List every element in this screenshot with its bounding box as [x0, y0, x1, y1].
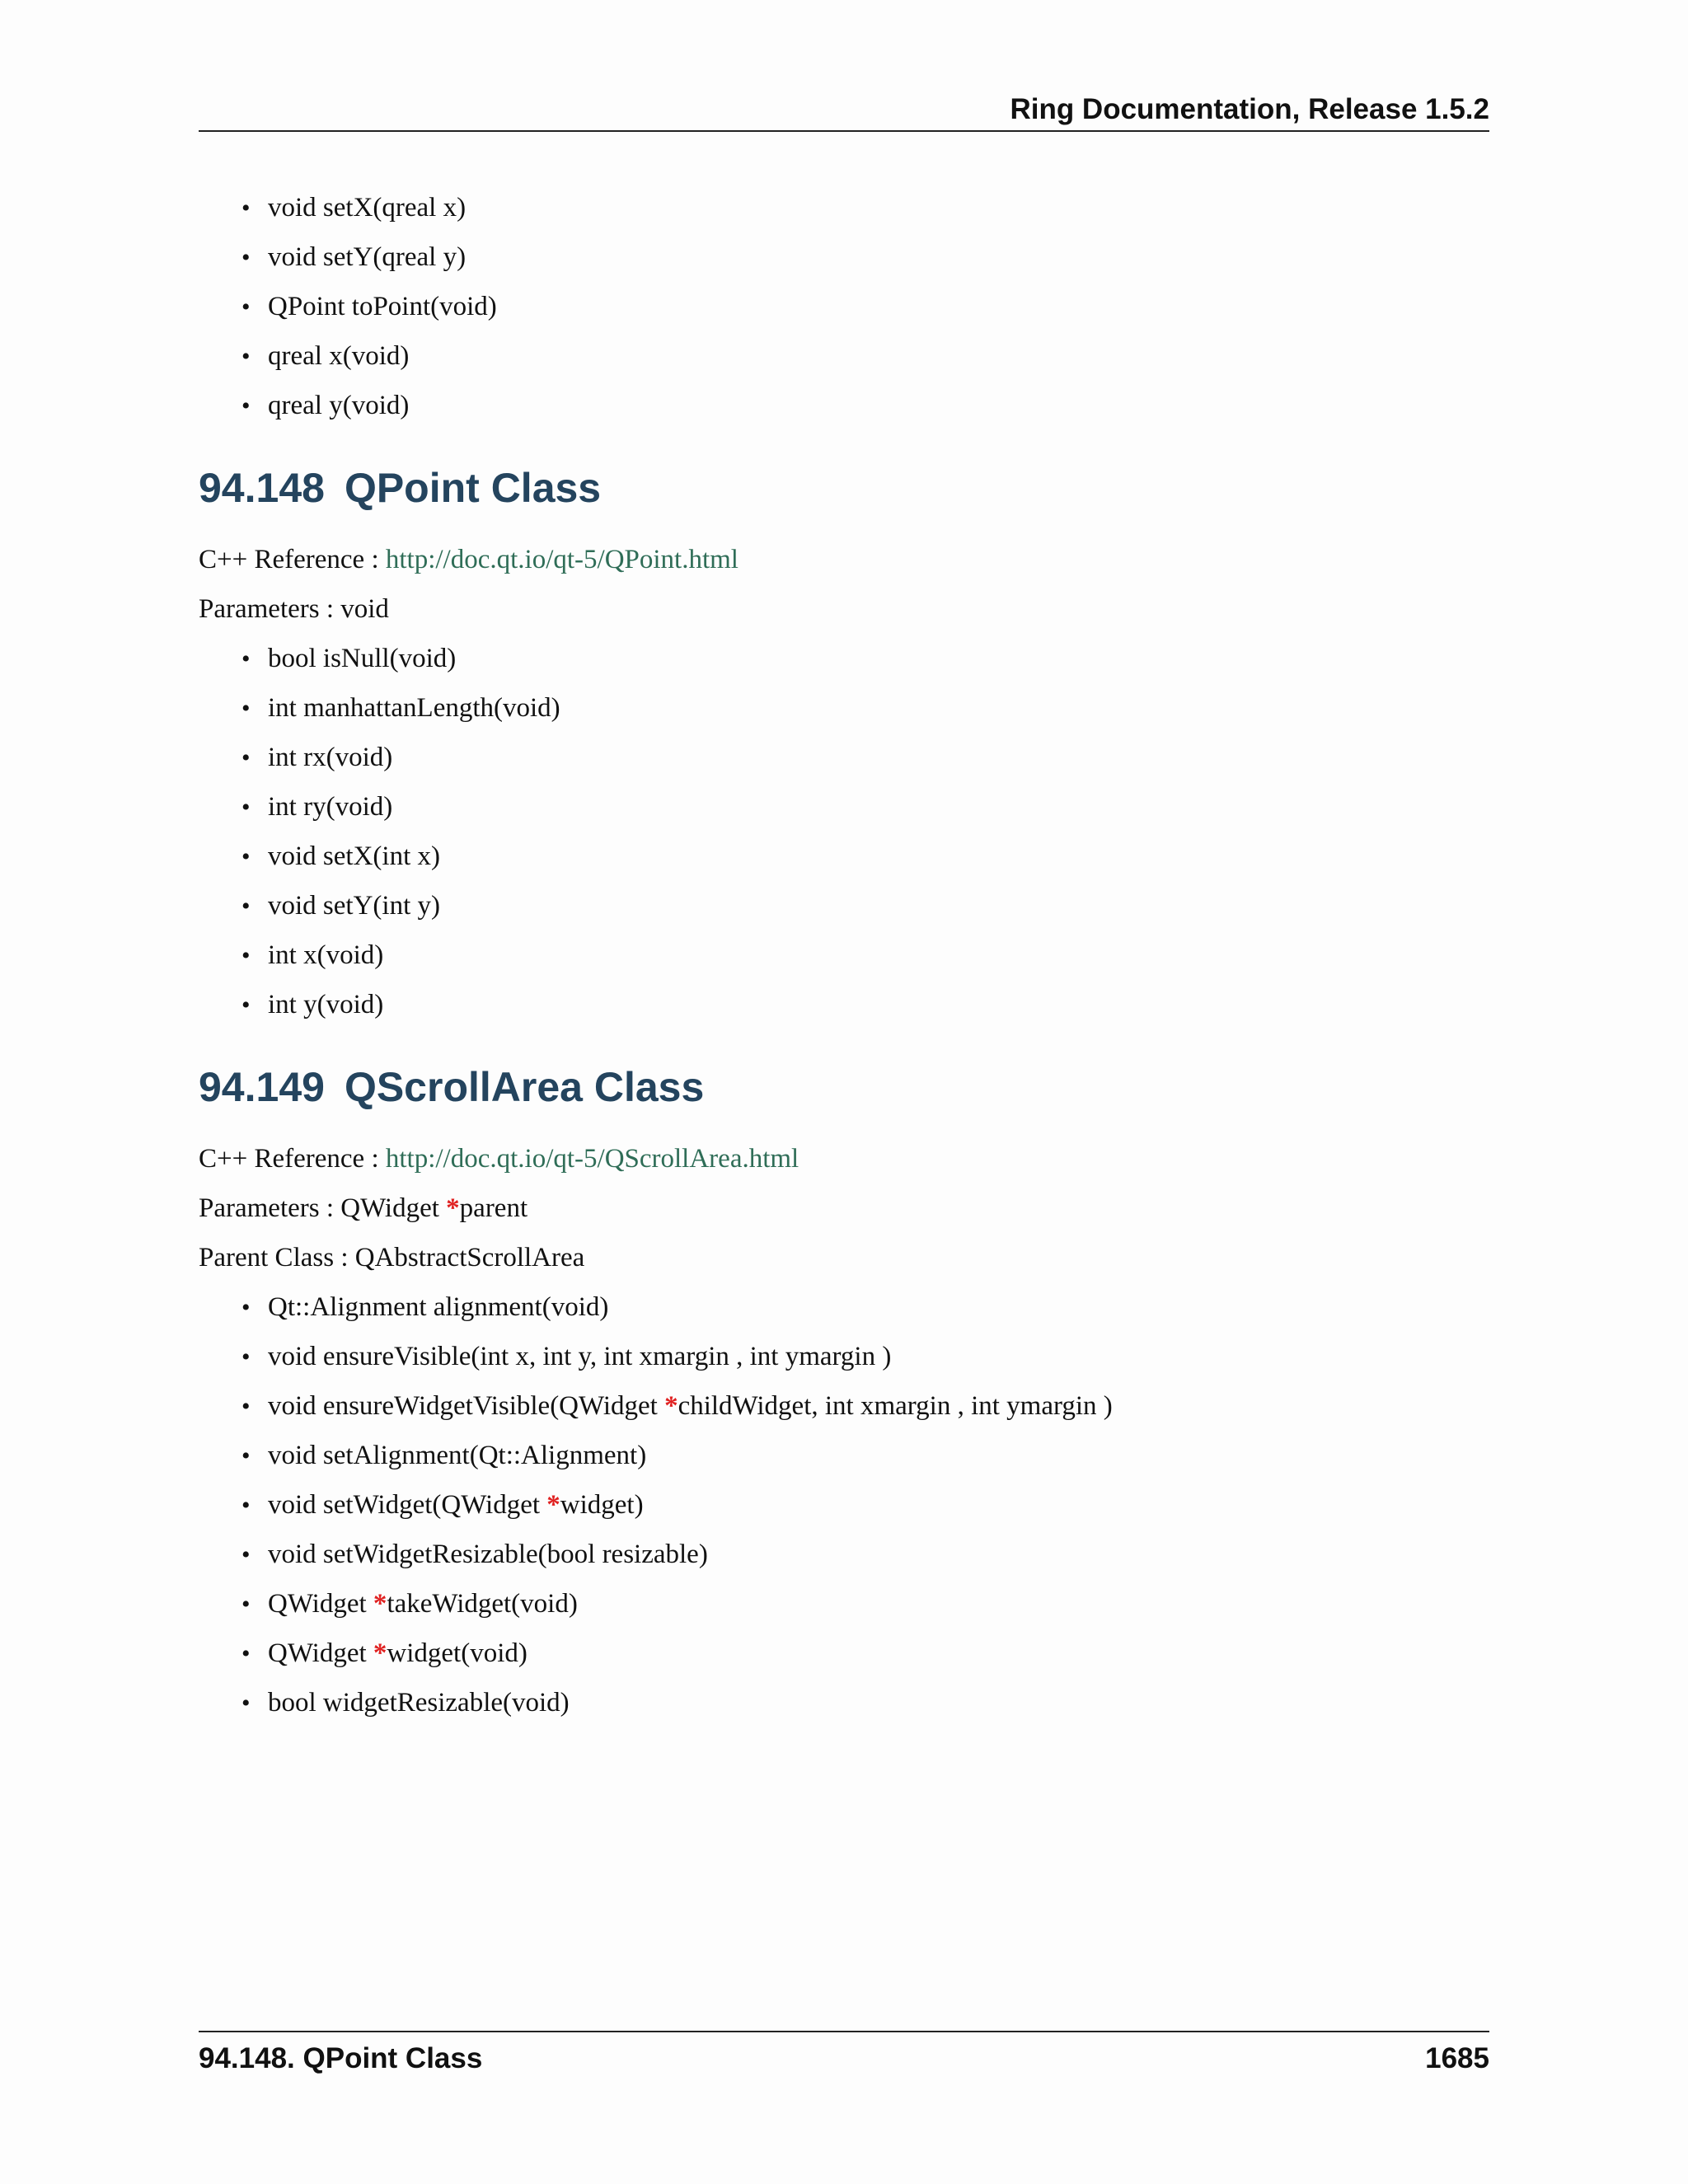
parameters-text: parent	[459, 1193, 528, 1223]
footer-section: 94.148. QPoint Class	[199, 2042, 483, 2074]
bullet-icon: •	[241, 1393, 251, 1420]
list-item	[241, 690, 1489, 727]
page-content	[199, 190, 1489, 1734]
bullet-icon: •	[241, 194, 251, 222]
method-signature: void setX(qreal x)	[268, 193, 467, 223]
list-item	[241, 239, 1489, 276]
method-signature: qreal x(void)	[268, 341, 410, 371]
bullet-icon: •	[241, 1492, 251, 1519]
method-signature: void setAlignment(Qt::Alignment)	[268, 1441, 647, 1470]
method-list-qpoint	[199, 640, 1489, 1024]
method-signature: void setX(int x)	[268, 841, 440, 871]
list-item	[241, 937, 1489, 974]
method-signature: void setWidget(QWidget	[268, 1490, 547, 1520]
page-number: 1685	[1425, 2042, 1489, 2074]
bullet-icon: •	[241, 392, 251, 419]
bullet-icon: •	[241, 244, 251, 271]
method-signature-rest: widget(void)	[387, 1638, 528, 1668]
list-item	[241, 1289, 1489, 1326]
cpp-reference	[199, 541, 1489, 579]
reference-label: C++ Reference :	[199, 545, 386, 574]
bullet-icon: •	[241, 293, 251, 321]
list-item	[241, 288, 1489, 326]
list-item	[241, 338, 1489, 375]
list-item	[241, 1635, 1489, 1672]
list-item	[241, 1338, 1489, 1376]
method-signature: int y(void)	[268, 990, 384, 1019]
method-signature: void setY(int y)	[268, 891, 440, 921]
pointer-star: *	[373, 1589, 387, 1619]
section-heading-qscrollarea	[199, 1058, 1489, 1116]
reference-link[interactable]: http://doc.qt.io/qt-5/QPoint.html	[385, 545, 738, 574]
bullet-icon: •	[241, 794, 251, 821]
list-item	[241, 739, 1489, 776]
list-item	[241, 888, 1489, 925]
pointer-star: *	[546, 1490, 560, 1520]
bullet-icon: •	[241, 343, 251, 370]
bullet-icon: •	[241, 695, 251, 722]
method-signature: int manhattanLength(void)	[268, 693, 560, 723]
method-list-continued	[199, 190, 1489, 424]
bullet-icon: •	[241, 1442, 251, 1469]
list-item	[241, 1536, 1489, 1573]
list-item	[241, 1388, 1489, 1425]
method-signature: int x(void)	[268, 940, 384, 970]
list-item	[241, 640, 1489, 677]
pointer-star: *	[373, 1638, 387, 1668]
method-signature: void setWidgetResizable(bool resizable)	[268, 1540, 708, 1569]
method-signature: bool isNull(void)	[268, 644, 457, 673]
list-item	[241, 789, 1489, 826]
bullet-icon: •	[241, 1541, 251, 1568]
section-heading-qpoint	[199, 459, 1489, 517]
list-item	[241, 1685, 1489, 1722]
list-item	[241, 838, 1489, 875]
list-item	[241, 190, 1489, 227]
bullet-icon: •	[241, 1591, 251, 1618]
reference-link[interactable]: http://doc.qt.io/qt-5/QScrollArea.html	[385, 1144, 799, 1174]
method-signature: QWidget	[268, 1638, 373, 1668]
method-signature: qreal y(void)	[268, 391, 410, 420]
parameters-text: Parameters : QWidget	[199, 1193, 447, 1223]
bullet-icon: •	[241, 744, 251, 771]
list-item	[241, 987, 1489, 1024]
section-title: QScrollArea Class	[344, 1064, 705, 1110]
bullet-icon: •	[241, 893, 251, 920]
bullet-icon: •	[241, 645, 251, 673]
reference-label: C++ Reference :	[199, 1144, 386, 1174]
pointer-star: *	[664, 1391, 678, 1421]
cpp-reference	[199, 1141, 1489, 1178]
section-title: QPoint Class	[344, 465, 602, 511]
pointer-star: *	[446, 1193, 460, 1223]
method-signature: void setY(qreal y)	[268, 242, 467, 272]
list-item	[241, 1437, 1489, 1474]
method-signature: bool widgetResizable(void)	[268, 1688, 570, 1718]
bullet-icon: •	[241, 991, 251, 1019]
bullet-icon: •	[241, 1690, 251, 1717]
bullet-icon: •	[241, 942, 251, 969]
method-signature: void ensureWidgetVisible(QWidget	[268, 1391, 665, 1421]
list-item	[241, 1586, 1489, 1623]
method-signature: int ry(void)	[268, 792, 393, 822]
section-number: 94.149	[199, 1064, 325, 1110]
list-item	[241, 387, 1489, 424]
method-signature: int rx(void)	[268, 743, 393, 772]
method-list-qscrollarea	[199, 1289, 1489, 1722]
parameters-line: Parameters : void	[199, 594, 389, 624]
method-signature-rest: takeWidget(void)	[387, 1589, 578, 1619]
parent-class-line: Parent Class : QAbstractScrollArea	[199, 1243, 585, 1272]
running-footer	[199, 2031, 1489, 2079]
method-signature: Qt::Alignment alignment(void)	[268, 1292, 609, 1322]
bullet-icon: •	[241, 1640, 251, 1667]
parameters-line	[199, 1190, 1489, 1227]
method-signature: QPoint toPoint(void)	[268, 292, 497, 321]
method-signature-rest: childWidget, int xmargin , int ymargin )	[678, 1391, 1113, 1421]
running-header: Ring Documentation, Release 1.5.2	[199, 89, 1489, 132]
list-item	[241, 1487, 1489, 1524]
section-number: 94.148	[199, 465, 325, 511]
bullet-icon: •	[241, 843, 251, 870]
method-signature-rest: widget)	[560, 1490, 644, 1520]
bullet-icon: •	[241, 1294, 251, 1321]
bullet-icon: •	[241, 1343, 251, 1371]
method-signature: void ensureVisible(int x, int y, int xmargin , int ymargin )	[268, 1342, 892, 1371]
method-signature: QWidget	[268, 1589, 373, 1619]
